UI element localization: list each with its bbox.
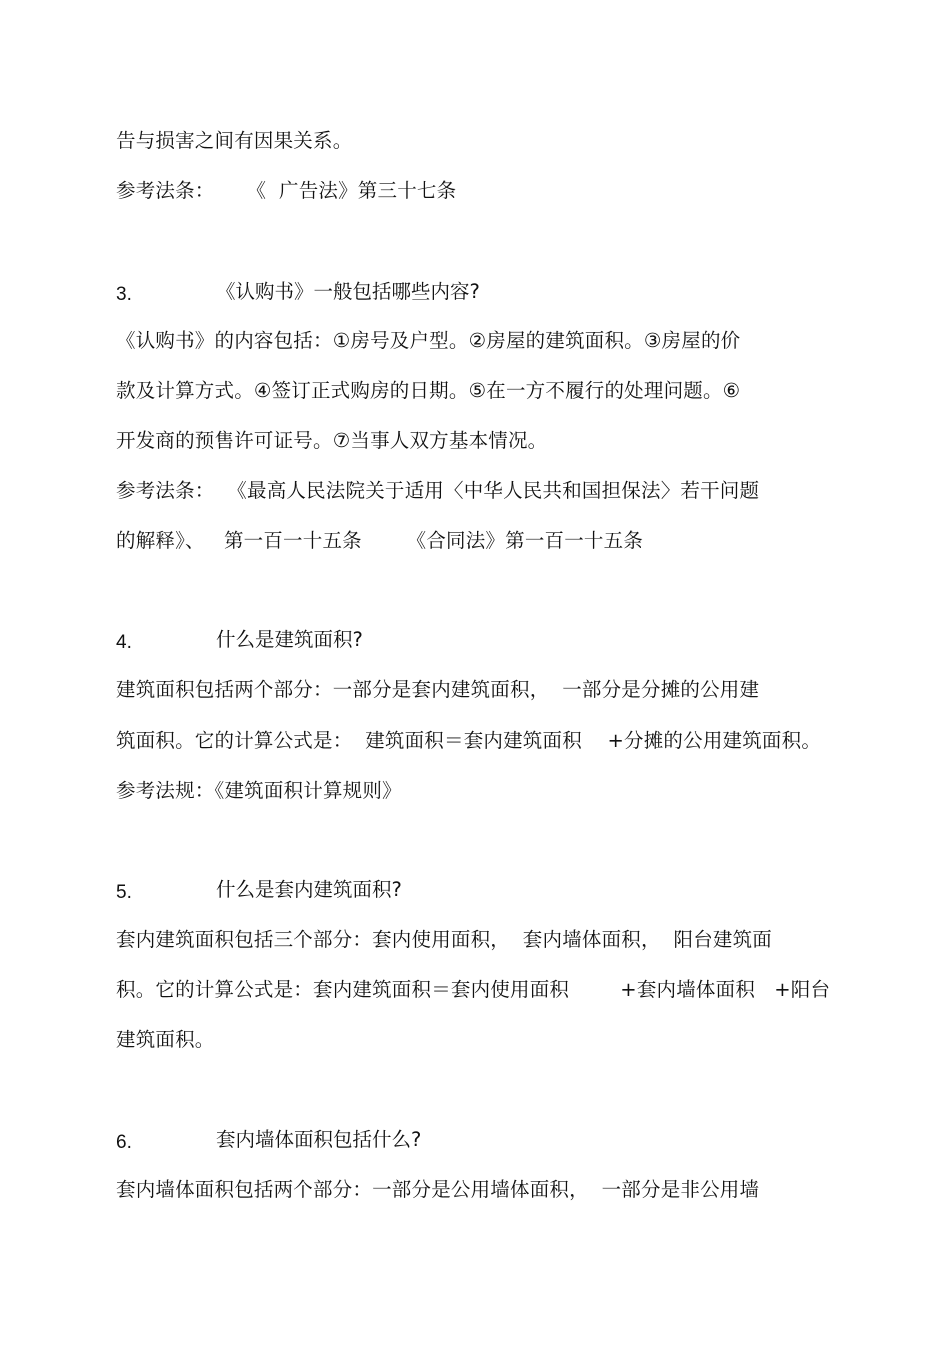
question-title: 《认购书》一般包括哪些内容? [216, 280, 480, 303]
question-number: 3. [116, 284, 132, 305]
text-line: 积。它的计算公式是：套内建筑面积＝套内使用面积 +套内墙体面积 +阳台 [116, 978, 831, 1001]
question-title: 什么是套内建筑面积? [216, 878, 402, 901]
text-line: 套内建筑面积包括三个部分：套内使用面积， 套内墙体面积， 阳台建筑面 [116, 928, 772, 951]
question-title: 什么是建筑面积? [216, 628, 363, 651]
text-line: 《认购书》的内容包括：①房号及户型。②房屋的建筑面积。③房屋的价 [116, 329, 741, 352]
reference-line: 参考法条： 《最高人民法院关于适用〈中华人民共和国担保法〉若干问题 [116, 479, 760, 502]
question-number: 4. [116, 632, 132, 653]
question-number: 5. [116, 882, 132, 903]
reference-line: 的解释》、 第一百一十五条 《合同法》第一百一十五条 [116, 529, 644, 552]
text-line: 建筑面积。 [116, 1028, 215, 1051]
reference-line: 参考法条： 《 广告法》第三十七条 [116, 179, 457, 202]
text-line: 建筑面积包括两个部分：一部分是套内建筑面积， 一部分是分摊的公用建 [116, 678, 760, 701]
question-title: 套内墙体面积包括什么? [216, 1128, 422, 1151]
text-line: 套内墙体面积包括两个部分：一部分是公用墙体面积， 一部分是非公用墙 [116, 1178, 760, 1201]
reference-line: 参考法规：《建筑面积计算规则》 [116, 779, 402, 802]
question-number: 6. [116, 1132, 132, 1153]
text-line: 开发商的预售许可证号。⑦当事人双方基本情况。 [116, 429, 548, 452]
text-line: 告与损害之间有因果关系。 [116, 129, 353, 152]
text-line: 筑面积。它的计算公式是： 建筑面积＝套内建筑面积 +分摊的公用建筑面积。 [116, 729, 822, 752]
text-line: 款及计算方式。④签订正式购房的日期。⑤在一方不履行的处理问题。⑥ [116, 379, 741, 402]
